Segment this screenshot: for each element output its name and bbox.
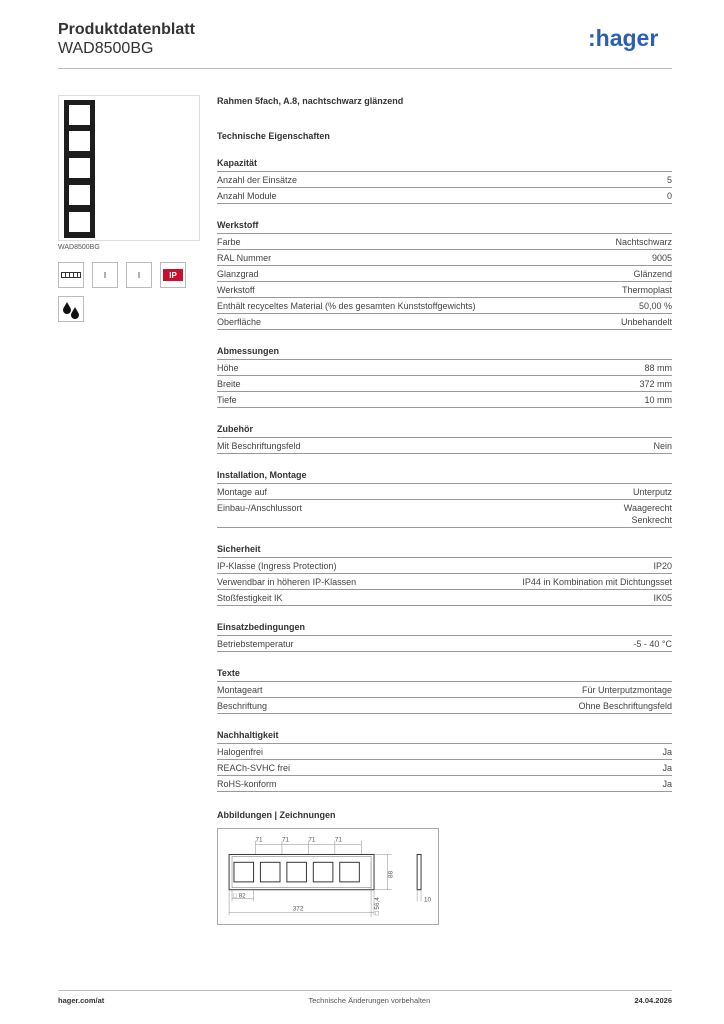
section-3 xyxy=(217,423,672,454)
property-label: Enthält recyceltes Material (% des gesamten Kunststoffgewichts) xyxy=(217,300,476,311)
property-label: Anzahl Module xyxy=(217,190,277,201)
section-title: Abmessungen xyxy=(217,345,672,360)
property-row xyxy=(217,760,672,776)
property-label: Montageart xyxy=(217,684,263,695)
svg-text::hager: :hager xyxy=(588,26,659,51)
property-row xyxy=(217,188,672,204)
property-value-line: Ja xyxy=(662,778,672,789)
property-value-line: Unterputz xyxy=(632,486,672,497)
property-row xyxy=(217,376,672,392)
svg-text:□ 56,4: □ 56,4 xyxy=(373,897,381,916)
property-value-line: Thermoplast xyxy=(621,284,672,295)
property-value xyxy=(662,762,672,774)
property-value xyxy=(622,284,672,296)
property-row xyxy=(217,558,672,574)
property-label: Glanzgrad xyxy=(217,268,259,279)
property-value-line: -5 - 40 °C xyxy=(633,638,672,649)
property-row xyxy=(217,484,672,500)
property-value-line: 88 mm xyxy=(644,362,672,373)
property-value xyxy=(615,236,672,248)
svg-text:71: 71 xyxy=(334,836,342,844)
svg-text:372: 372 xyxy=(292,905,304,913)
document-subtitle: WAD8500BG xyxy=(58,40,154,57)
property-label: Montage auf xyxy=(217,486,268,497)
water-drops-icon xyxy=(58,296,84,322)
property-value xyxy=(639,378,672,390)
svg-text:88: 88 xyxy=(387,870,395,878)
property-row xyxy=(217,744,672,760)
tech-properties-title: Technische Eigenschaften xyxy=(217,131,330,141)
property-row xyxy=(217,438,672,454)
property-row xyxy=(217,298,672,314)
property-row xyxy=(217,636,672,652)
page-footer xyxy=(58,996,672,1005)
property-value-line: IP44 in Kombination mit Dichtungsset xyxy=(522,576,672,587)
page-header xyxy=(58,20,672,70)
property-value-line: Ja xyxy=(662,762,672,773)
section-2 xyxy=(217,345,672,408)
footer-disclaimer: Technische Änderungen vorbehalten xyxy=(308,996,431,1005)
property-label: Höhe xyxy=(217,362,239,373)
property-value-line: Ja xyxy=(662,746,672,757)
property-row xyxy=(217,392,672,408)
property-row xyxy=(217,500,672,528)
footer-date: 24.04.2026 xyxy=(634,996,672,1005)
property-value-line: Nein xyxy=(653,440,672,451)
property-value xyxy=(624,502,672,526)
property-row xyxy=(217,250,672,266)
svg-text:10: 10 xyxy=(423,896,432,904)
property-value xyxy=(578,700,672,712)
section-4 xyxy=(217,469,672,528)
property-value-line: Unbehandelt xyxy=(620,316,672,327)
property-value-line: 10 mm xyxy=(644,394,672,405)
property-value-line: Ohne Beschriftungsfeld xyxy=(578,700,672,711)
section-title: Installation, Montage xyxy=(217,469,672,484)
section-7 xyxy=(217,667,672,714)
section-title: Texte xyxy=(217,667,672,682)
section-title: Kapazität xyxy=(217,157,672,172)
property-value xyxy=(653,592,672,604)
property-value xyxy=(633,268,672,280)
footer-divider xyxy=(58,990,672,991)
product-sidebar xyxy=(58,95,200,322)
property-label: RAL Nummer xyxy=(217,252,272,263)
section-6 xyxy=(217,621,672,652)
property-value xyxy=(662,778,672,790)
hager-logo xyxy=(588,26,672,52)
property-value-line: Für Unterputzmontage xyxy=(581,684,672,695)
drawings-title: Abbildungen | Zeichnungen xyxy=(217,810,336,820)
product-image xyxy=(58,95,200,241)
horizontal-frame-icon xyxy=(58,262,84,288)
property-label: Breite xyxy=(217,378,241,389)
property-value-line: 5 xyxy=(666,174,672,185)
svg-text:71: 71 xyxy=(308,836,316,844)
property-label: Einbau-/Anschlussort xyxy=(217,502,303,513)
svg-text:71: 71 xyxy=(281,836,290,844)
svg-text:□ 82: □ 82 xyxy=(233,892,246,900)
property-label: REACh-SVHC frei xyxy=(217,762,291,773)
property-value xyxy=(633,486,672,498)
property-row xyxy=(217,234,672,250)
property-value xyxy=(662,746,672,758)
property-value xyxy=(653,560,672,572)
property-label: Werkstoff xyxy=(217,284,255,295)
property-label: Anzahl der Einsätze xyxy=(217,174,298,185)
property-label: Halogenfrei xyxy=(217,746,264,757)
property-label: Stoßfestigkeit IK xyxy=(217,592,283,603)
property-row xyxy=(217,282,672,298)
property-row xyxy=(217,776,672,792)
property-value xyxy=(633,638,672,650)
property-row xyxy=(217,574,672,590)
property-row xyxy=(217,314,672,330)
svg-text:71: 71 xyxy=(255,836,263,844)
property-label: Betriebstemperatur xyxy=(217,638,294,649)
property-value xyxy=(522,576,672,588)
property-value xyxy=(667,190,672,202)
section-title: Zubehör xyxy=(217,423,672,438)
property-label: IP-Klasse (Ingress Protection) xyxy=(217,560,337,571)
property-sections xyxy=(217,157,672,792)
image-caption: WAD8500BG xyxy=(58,244,100,251)
property-value xyxy=(621,316,672,328)
property-value-line: 9005 xyxy=(651,252,672,263)
property-row xyxy=(217,360,672,376)
property-value xyxy=(653,440,672,452)
frame-illustration xyxy=(64,100,95,238)
technical-drawing xyxy=(217,828,439,925)
ip-rating-icon xyxy=(160,262,186,288)
property-label: Verwendbar in höheren IP-Klassen xyxy=(217,576,357,587)
footer-website[interactable]: hager.com/at xyxy=(58,996,105,1005)
property-label: Oberfläche xyxy=(217,316,262,327)
property-label: Tiefe xyxy=(217,394,237,405)
section-8 xyxy=(217,729,672,792)
document-title: Produktdatenblatt xyxy=(58,21,195,38)
property-value-line: 50,00 % xyxy=(638,300,672,311)
property-row xyxy=(217,590,672,606)
property-row xyxy=(217,682,672,698)
property-value xyxy=(644,394,672,406)
property-value-line: IP20 xyxy=(653,560,672,571)
property-row xyxy=(217,172,672,188)
property-value-line: Glänzend xyxy=(633,268,672,279)
property-value-line: 372 mm xyxy=(639,378,672,389)
horizontal-mount-icon xyxy=(126,262,152,288)
section-title: Nachhaltigkeit xyxy=(217,729,672,744)
header-divider xyxy=(58,68,672,69)
property-value xyxy=(582,684,672,696)
property-label: Farbe xyxy=(217,236,241,247)
property-value-line: 0 xyxy=(666,190,672,201)
property-value-line: Nachtschwarz xyxy=(615,236,672,247)
property-row xyxy=(217,266,672,282)
datasheet-content xyxy=(217,95,672,927)
section-5 xyxy=(217,543,672,606)
property-value xyxy=(644,362,672,374)
property-value-line: IK05 xyxy=(653,592,672,603)
property-label: RoHS-konform xyxy=(217,778,277,789)
section-1 xyxy=(217,219,672,330)
property-value xyxy=(667,174,672,186)
svg-text:IP: IP xyxy=(169,271,177,280)
property-value-line: Waagerecht xyxy=(623,502,672,513)
vertical-mount-icon xyxy=(92,262,118,288)
product-description: Rahmen 5fach, A.8, nachtschwarz glänzend xyxy=(217,96,404,106)
property-value-line: Senkrecht xyxy=(631,514,672,525)
section-title: Sicherheit xyxy=(217,543,672,558)
property-label: Beschriftung xyxy=(217,700,268,711)
section-0 xyxy=(217,157,672,204)
property-value xyxy=(639,300,672,312)
property-label: Mit Beschriftungsfeld xyxy=(217,440,301,451)
section-title: Werkstoff xyxy=(217,219,672,234)
section-title: Einsatzbedingungen xyxy=(217,621,672,636)
property-row xyxy=(217,698,672,714)
property-value xyxy=(652,252,672,264)
feature-icons xyxy=(58,262,200,288)
